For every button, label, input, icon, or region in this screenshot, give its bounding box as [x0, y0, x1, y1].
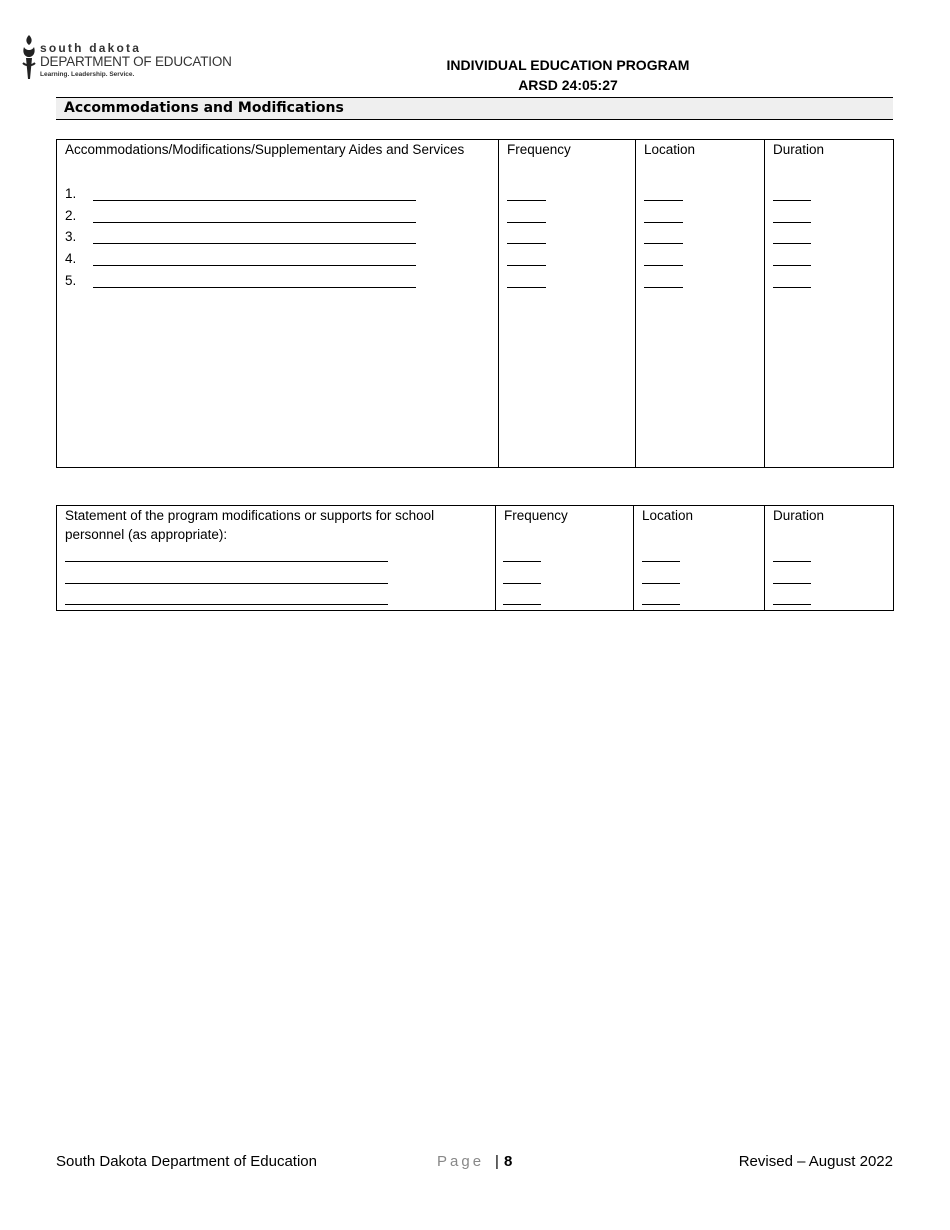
sd-doe-logo	[20, 33, 235, 83]
frequency-blank-1[interactable]	[507, 200, 546, 201]
footer-page-label: Page	[437, 1153, 485, 1170]
accommodation-blank-5[interactable]	[93, 287, 416, 288]
duration-blank-2[interactable]	[773, 222, 811, 223]
supports-frequency-column	[496, 506, 634, 611]
location-blank-3[interactable]	[644, 243, 683, 244]
location-header: Location	[644, 142, 696, 157]
section-header	[56, 97, 893, 120]
document-title: INDIVIDUAL EDUCATION PROGRAM	[446, 57, 690, 73]
accommodation-blank-1[interactable]	[93, 200, 416, 201]
supports-duration-header: Duration	[773, 508, 825, 523]
accommodations-label: Accommodations/Modifications/Supplementary Aides and Services	[65, 142, 465, 157]
supports-blank-1[interactable]	[65, 561, 388, 562]
accommodation-blank-2[interactable]	[93, 222, 416, 223]
supports-frequency-header: Frequency	[504, 508, 568, 523]
duration-blank-5[interactable]	[773, 287, 811, 288]
duration-column	[765, 140, 894, 468]
supports-location-column	[634, 506, 765, 611]
torch-icon	[20, 33, 38, 81]
supports-location-blank-2[interactable]	[642, 583, 680, 584]
supports-duration-blank-2[interactable]	[773, 583, 811, 584]
section-title: Accommodations and Modifications	[64, 100, 344, 116]
row-number-1: 1.	[65, 186, 77, 201]
location-blank-5[interactable]	[644, 287, 683, 288]
footer-revision: Revised – August 2022	[738, 1153, 893, 1170]
duration-blank-1[interactable]	[773, 200, 811, 201]
supports-frequency-blank-1[interactable]	[503, 561, 541, 562]
logo-line-department: DEPARTMENT OF EDUCATION	[40, 54, 232, 69]
supports-location-blank-3[interactable]	[642, 604, 680, 605]
location-blank-1[interactable]	[644, 200, 683, 201]
supports-frequency-blank-2[interactable]	[503, 583, 541, 584]
row-number-5: 5.	[65, 273, 77, 288]
duration-header: Duration	[773, 142, 825, 157]
supports-column	[57, 506, 496, 611]
footer-page-number: 8	[504, 1153, 513, 1170]
location-blank-4[interactable]	[644, 265, 683, 266]
duration-blank-3[interactable]	[773, 243, 811, 244]
supports-duration-blank-1[interactable]	[773, 561, 811, 562]
footer-separator: |	[495, 1153, 499, 1170]
document-subtitle: ARSD 24:05:27	[518, 77, 618, 93]
supports-location-blank-1[interactable]	[642, 561, 680, 562]
frequency-header: Frequency	[507, 142, 571, 157]
supports-frequency-blank-3[interactable]	[503, 604, 541, 605]
frequency-blank-4[interactable]	[507, 265, 546, 266]
frequency-blank-5[interactable]	[507, 287, 546, 288]
accommodations-column	[57, 140, 499, 468]
program-supports-table	[56, 505, 894, 611]
row-number-4: 4.	[65, 251, 77, 266]
frequency-blank-2[interactable]	[507, 222, 546, 223]
logo-line-south-dakota: south dakota	[40, 41, 142, 55]
supports-duration-column	[765, 506, 894, 611]
supports-label: Statement of the program modifications or supports for school personnel (as appropriate):	[65, 508, 435, 542]
supports-duration-blank-3[interactable]	[773, 604, 811, 605]
row-number-3: 3.	[65, 229, 77, 244]
location-blank-2[interactable]	[644, 222, 683, 223]
accommodations-table	[56, 139, 894, 468]
frequency-column	[499, 140, 636, 468]
accommodation-blank-4[interactable]	[93, 265, 416, 266]
supports-blank-2[interactable]	[65, 583, 388, 584]
duration-blank-4[interactable]	[773, 265, 811, 266]
frequency-blank-3[interactable]	[507, 243, 546, 244]
location-column	[636, 140, 765, 468]
supports-blank-3[interactable]	[65, 604, 388, 605]
row-number-2: 2.	[65, 208, 77, 223]
footer-organization: South Dakota Department of Education	[56, 1153, 317, 1170]
supports-location-header: Location	[642, 508, 694, 523]
logo-tagline: Learning. Leadership. Service.	[40, 71, 135, 78]
accommodation-blank-3[interactable]	[93, 243, 416, 244]
